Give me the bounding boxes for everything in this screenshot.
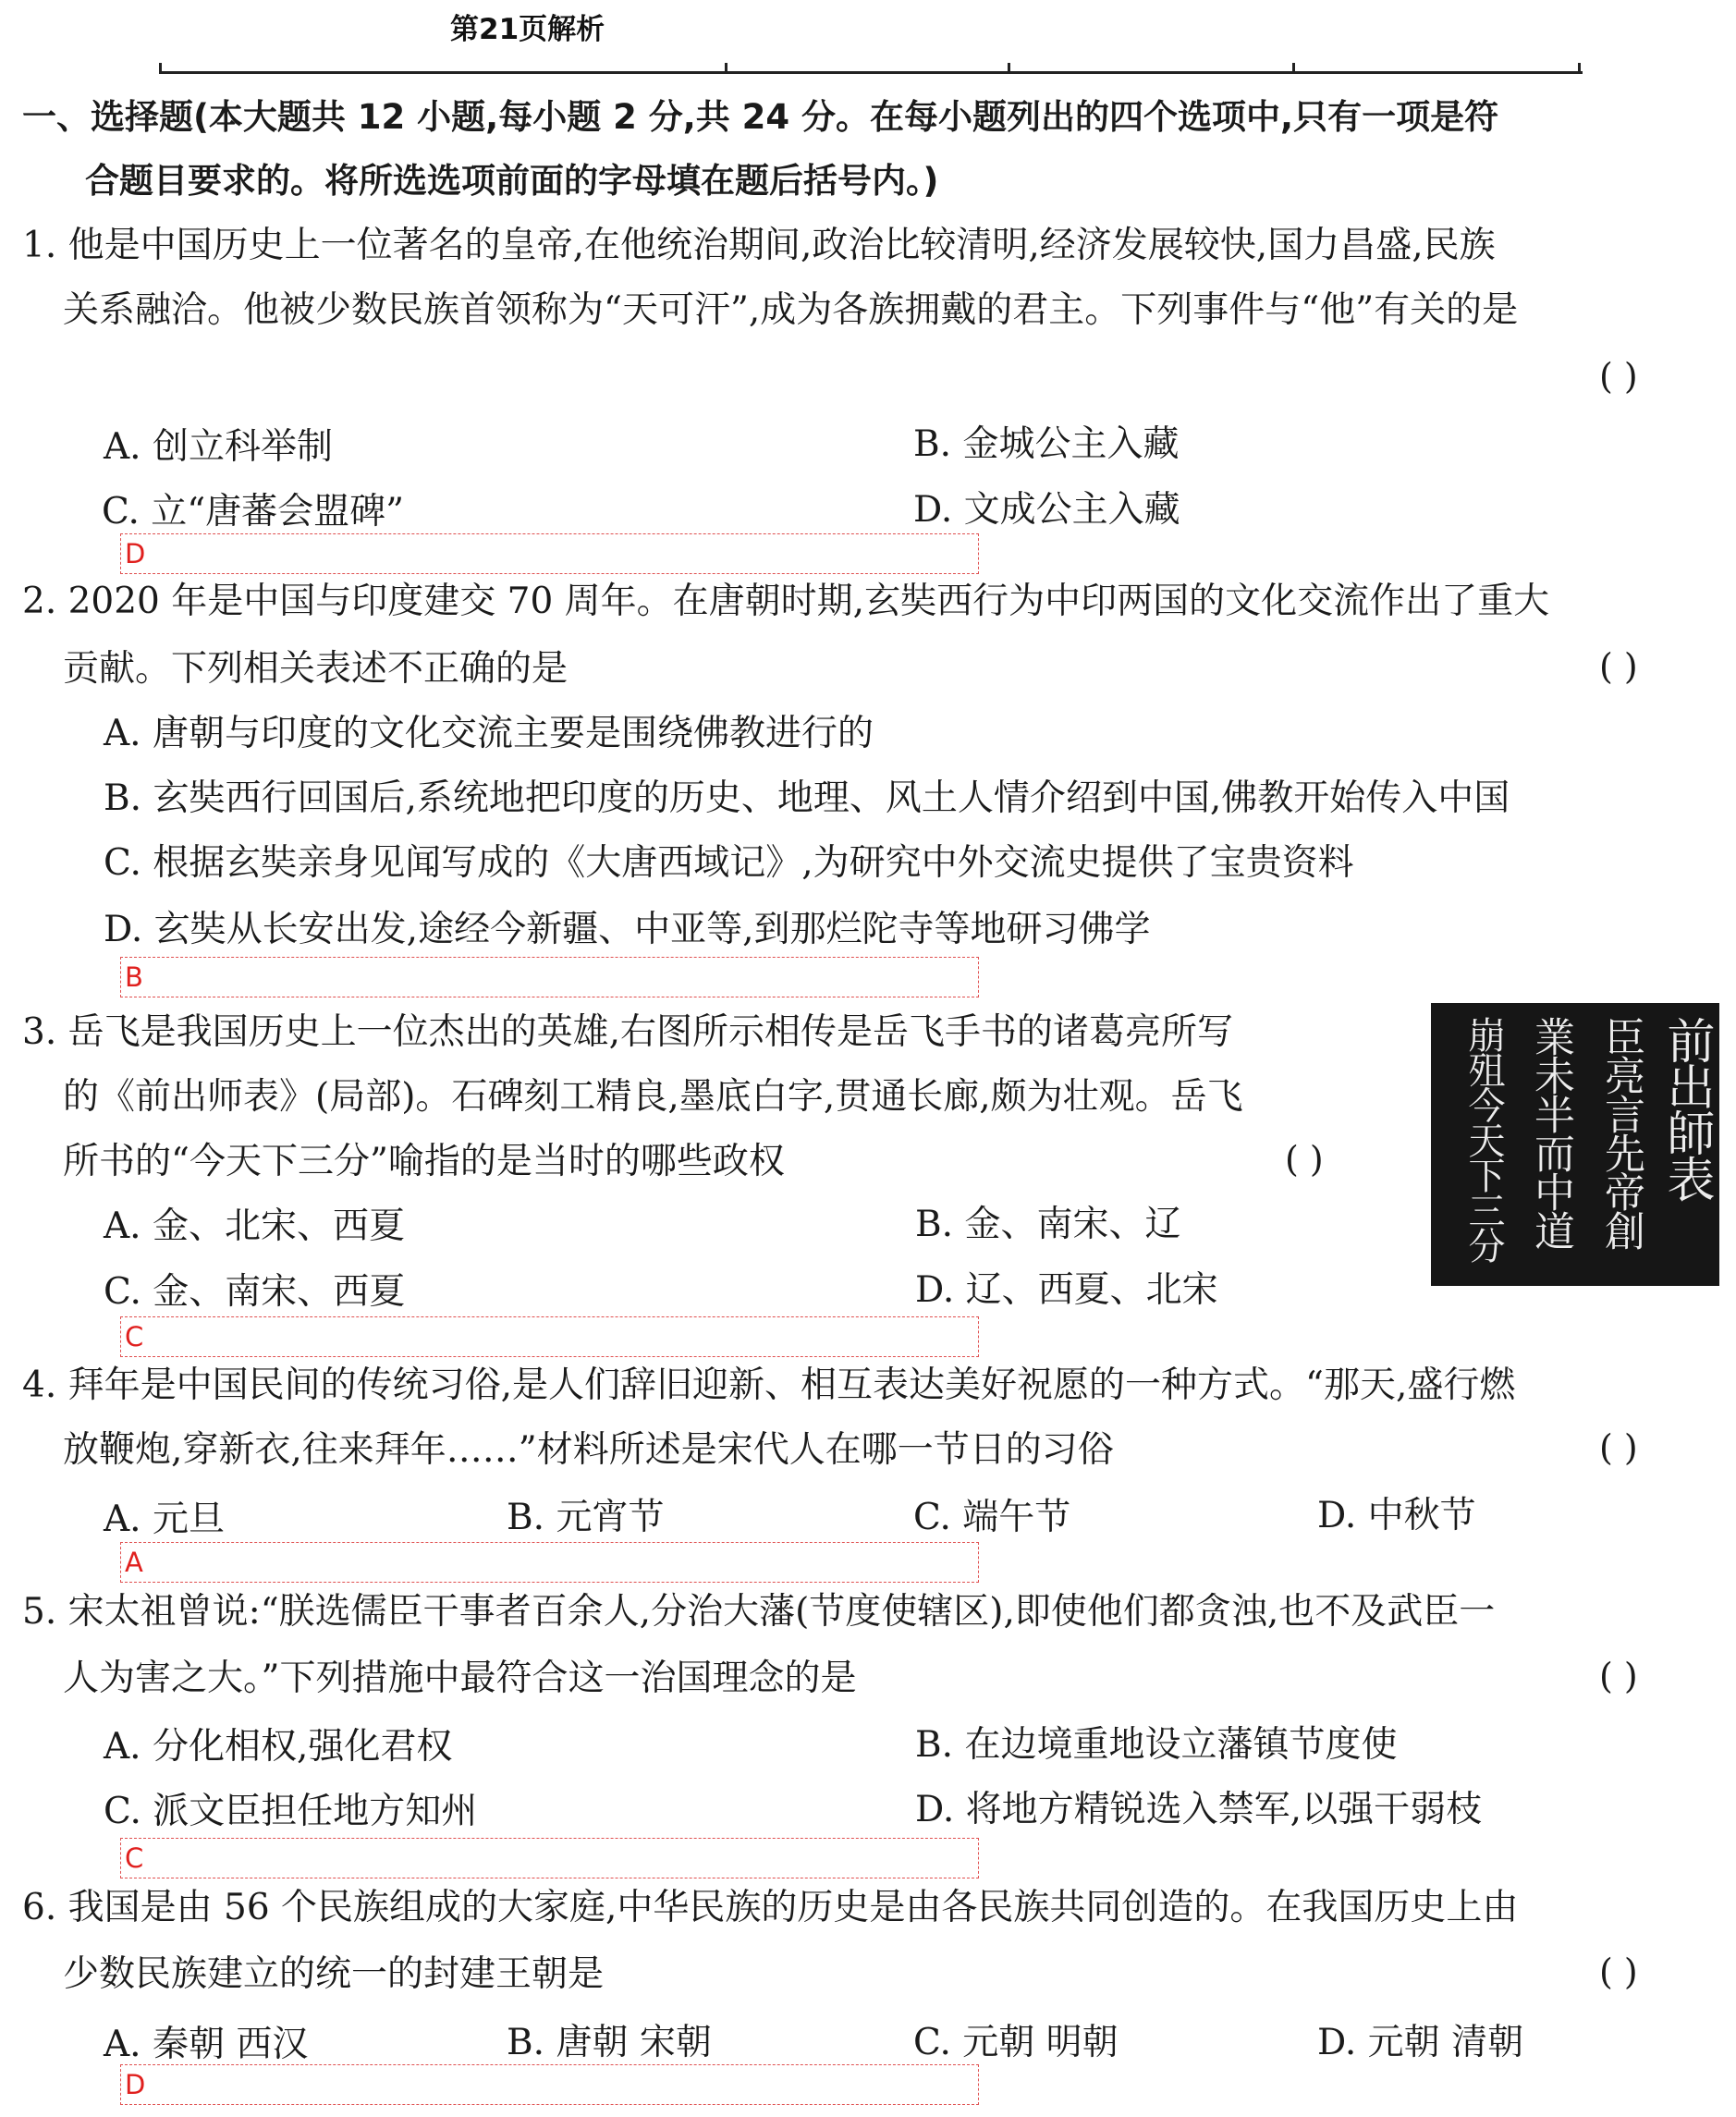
calligraphy-column: 臣亮言先帝創 xyxy=(1597,1016,1644,1249)
option-a: A. 分化相权,强化君权 xyxy=(104,1726,453,1768)
section-heading-line-2: 合题目要求的。将所选选项前面的字母填在题后括号内。) xyxy=(85,161,939,201)
option-a: A. 元旦 xyxy=(104,1499,225,1540)
option-d: D. 元朝 清朝 xyxy=(1317,2022,1524,2063)
option-b: B. 元宵节 xyxy=(507,1497,665,1538)
option-b: B. 唐朝 宋朝 xyxy=(507,2022,712,2063)
option-a: A. 秦朝 西汉 xyxy=(104,2024,309,2065)
answer-letter: A xyxy=(125,1547,143,1578)
answer-letter: C xyxy=(125,1321,144,1352)
calligraphy-stele-image xyxy=(1431,1003,1719,1286)
question-stem: 1. 他是中国历史上一位著名的皇帝,在他统治期间,政治比较清明,经济发展较快,国力昌盛,民族 xyxy=(22,225,1496,266)
question-stem: 的《前出师表》(局部)。石碑刻工精良,墨底白字,贯通长廊,颇为壮观。岳飞 xyxy=(63,1076,1243,1118)
answer-bracket: ( ) xyxy=(1599,646,1638,687)
option-c: C. 立“唐蕃会盟碑” xyxy=(102,491,405,532)
answer-box xyxy=(120,1838,979,1878)
option-c: C. 端午节 xyxy=(913,1497,1071,1538)
answer-letter: D xyxy=(125,2069,146,2100)
option-b: B. 金、南宋、辽 xyxy=(915,1204,1181,1245)
option-d: D. 中秋节 xyxy=(1317,1495,1476,1536)
answer-letter: B xyxy=(125,961,143,993)
question-stem: 放鞭炮,穿新衣,往来拜年……”材料所述是宋代人在哪一节日的习俗 xyxy=(63,1429,1114,1471)
answer-letter: C xyxy=(125,1842,144,1874)
question-stem: 6. 我国是由 56 个民族组成的大家庭,中华民族的历史是由各民族共同创造的。在我国历史上由 xyxy=(22,1887,1519,1928)
answer-box xyxy=(120,957,979,997)
question-stem: 2. 2020 年是中国与印度建交 70 周年。在唐朝时期,玄奘西行为中印两国的文化交流作出了重大 xyxy=(22,581,1550,622)
page-title: 第21页解析 xyxy=(450,13,605,46)
answer-bracket: ( ) xyxy=(1285,1139,1324,1180)
header-rule xyxy=(159,61,1583,74)
question-stem: 4. 拜年是中国民间的传统习俗,是人们辞旧迎新、相互表达美好祝愿的一种方式。“那天,盛行燃 xyxy=(22,1364,1516,1406)
option-c: C. 金、南宋、西夏 xyxy=(104,1271,406,1313)
option-b: B. 在边境重地设立藩镇节度使 xyxy=(915,1724,1398,1766)
question-stem: 关系融洽。他被少数民族首领称为“天可汗”,成为各族拥戴的君主。下列事件与“他”有关的是 xyxy=(63,289,1519,331)
calligraphy-column: 業未半而中道 xyxy=(1527,1016,1574,1249)
answer-box xyxy=(120,1542,979,1583)
option-d: D. 玄奘从长安出发,途经今新疆、中亚等,到那烂陀寺等地研习佛学 xyxy=(104,909,1151,950)
option-d: D. 将地方精锐选入禁军,以强干弱枝 xyxy=(915,1789,1483,1830)
answer-bracket: ( ) xyxy=(1599,1952,1638,1992)
question-stem: 5. 宋太祖曾说:“朕选儒臣干事者百余人,分治大藩(节度使辖区),即使他们都贪浊,也不及武臣一 xyxy=(22,1591,1496,1633)
option-d: D. 辽、西夏、北宋 xyxy=(915,1269,1218,1311)
option-d: D. 文成公主入藏 xyxy=(913,489,1180,531)
option-b: B. 玄奘西行回国后,系统地把印度的历史、地理、风土人情介绍到中国,佛教开始传入中国 xyxy=(104,777,1510,819)
answer-box xyxy=(120,2064,979,2105)
question-stem: 少数民族建立的统一的封建王朝是 xyxy=(63,1953,605,1995)
option-c: C. 根据玄奘亲身见闻写成的《大唐西域记》,为研究中外交流史提供了宝贵资料 xyxy=(104,842,1354,884)
question-stem: 人为害之大。”下列措施中最符合这一治国理念的是 xyxy=(63,1658,857,1699)
answer-bracket: ( ) xyxy=(1599,1656,1638,1696)
section-heading-line-1: 一、选择题(本大题共 12 小题,每小题 2 分,共 24 分。在每小题列出的四个选项中,只有一项是符 xyxy=(22,97,1499,137)
option-a: A. 创立科举制 xyxy=(104,426,333,468)
question-stem: 贡献。下列相关表述不正确的是 xyxy=(63,648,568,690)
calligraphy-column: 崩殂今天下三分 xyxy=(1462,1016,1505,1262)
question-stem: 所书的“今天下三分”喻指的是当时的哪些政权 xyxy=(63,1141,785,1182)
answer-box xyxy=(120,1316,979,1357)
answer-bracket: ( ) xyxy=(1599,1427,1638,1468)
option-a: A. 金、北宋、西夏 xyxy=(104,1205,405,1247)
answer-letter: D xyxy=(125,538,146,569)
calligraphy-column: 前出師表 xyxy=(1658,1016,1714,1201)
option-b: B. 金城公主入藏 xyxy=(913,423,1180,465)
answer-bracket: ( ) xyxy=(1599,356,1638,397)
option-c: C. 元朝 明朝 xyxy=(913,2022,1119,2063)
answer-box xyxy=(120,533,979,574)
option-a: A. 唐朝与印度的文化交流主要是围绕佛教进行的 xyxy=(104,713,874,754)
option-c: C. 派文臣担任地方知州 xyxy=(104,1791,478,1832)
question-stem: 3. 岳飞是我国历史上一位杰出的英雄,右图所示相传是岳飞手书的诸葛亮所写 xyxy=(22,1011,1234,1053)
